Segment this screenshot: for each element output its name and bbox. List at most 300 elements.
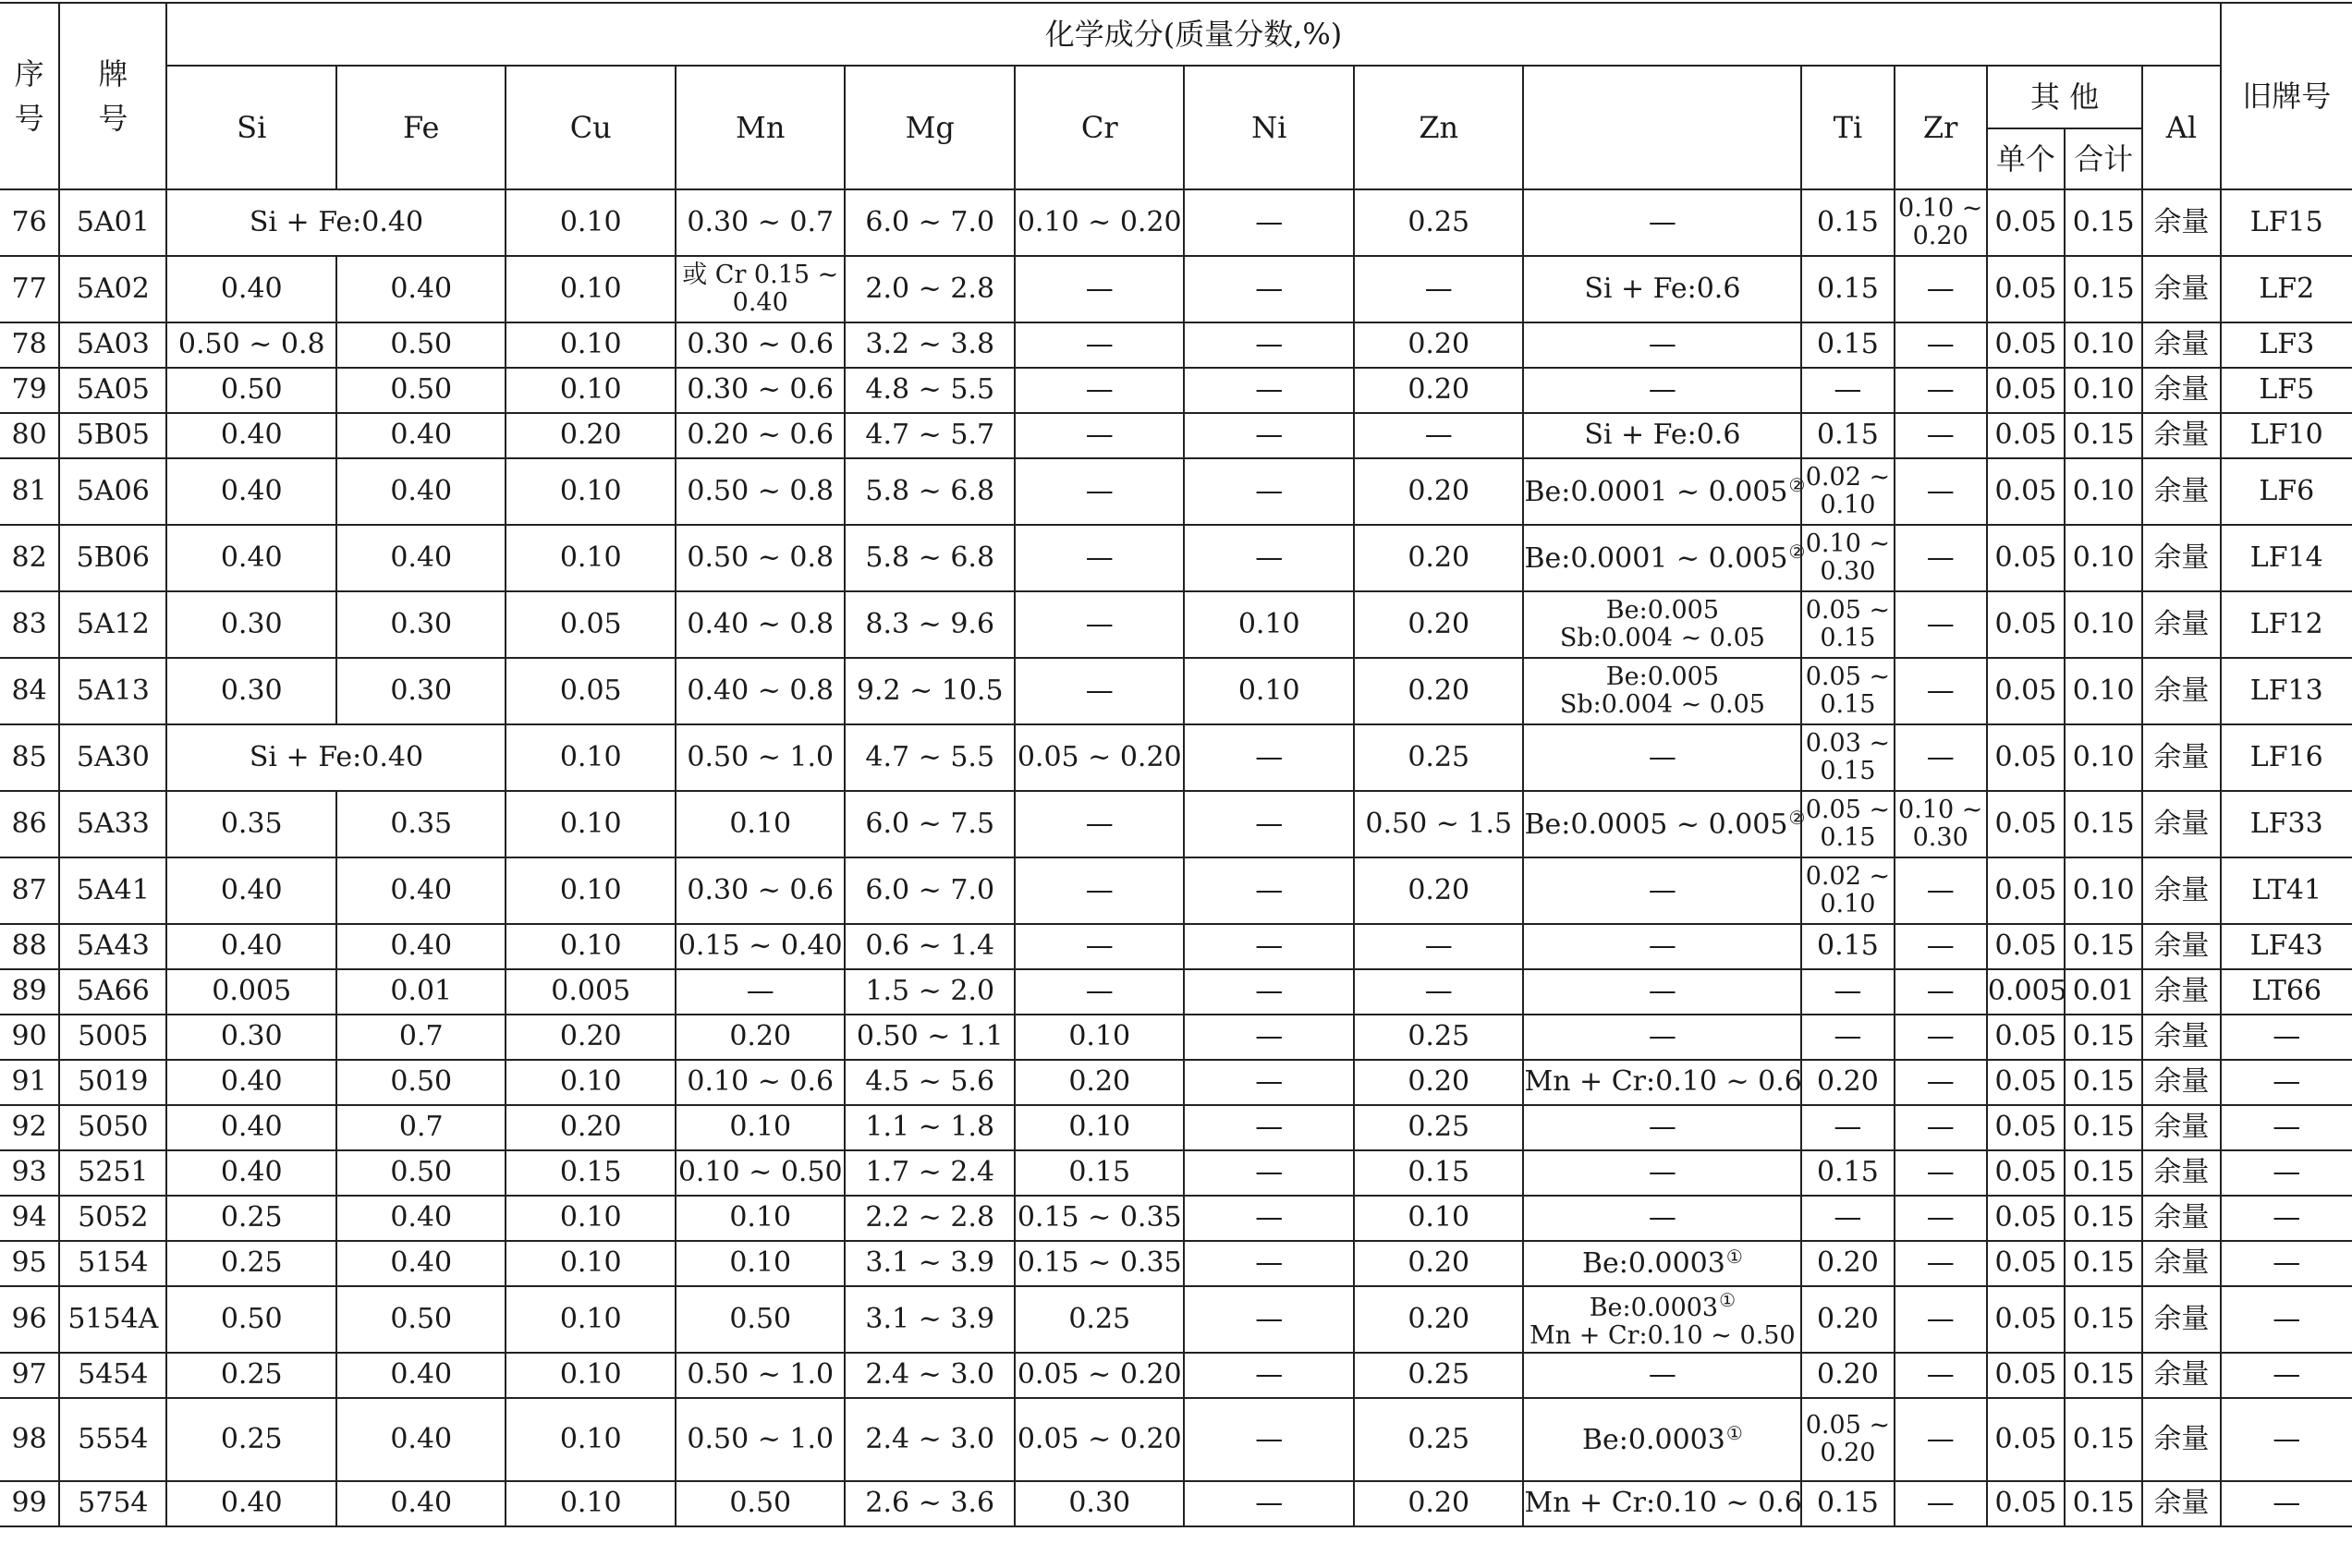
row-ti-value: 0.20: [1817, 1246, 1879, 1280]
row-fe: [336, 413, 506, 458]
row-zn: [1354, 1150, 1524, 1196]
row-ni: [1184, 591, 1354, 658]
row-seq: [0, 924, 59, 969]
row-ti-value: 0.02 ~ 0.10: [1805, 463, 1891, 519]
row-zr: [1895, 658, 1987, 724]
row-seq: [0, 1481, 59, 1526]
row-cr-value: 0.15: [1068, 1156, 1131, 1189]
row-old-grade-value: —: [2273, 1358, 2301, 1392]
row-extra-value: —: [1648, 328, 1676, 361]
row-mn-value: 0.30 ~ 0.7: [687, 205, 835, 238]
row-al-value: 余量: [2153, 1422, 2210, 1455]
row-other-total-value: 0.15: [2072, 1422, 2135, 1455]
row-zn-value: 0.25: [1408, 1422, 1470, 1455]
row-si-value: 0.40: [220, 1487, 283, 1520]
row-si: [166, 413, 336, 458]
row-grade: [59, 1353, 166, 1398]
row-other-single: [1987, 458, 2065, 525]
row-seq: [0, 1015, 59, 1060]
row-fe: [336, 857, 506, 924]
row-cu: [506, 189, 676, 256]
row-al: [2142, 256, 2220, 322]
row-fe: [336, 1286, 506, 1353]
row-other-total-value: 0.10: [2072, 541, 2135, 574]
row-zn-value: 0.20: [1408, 474, 1470, 507]
row-ni: [1184, 189, 1354, 256]
row-extra: [1523, 189, 1801, 256]
row-other-single: [1987, 525, 2065, 591]
table-row: [0, 857, 2352, 924]
row-extra-value: —: [1648, 1111, 1676, 1144]
row-ni-value: 0.10: [1237, 607, 1300, 640]
row-cu-value: 0.005: [551, 975, 631, 1008]
row-extra-value: Si + Fe:0.6: [1584, 419, 1741, 452]
row-grade-value: 5A43: [76, 930, 150, 963]
row-mn: [676, 256, 846, 322]
row-zn-value: 0.15: [1408, 1156, 1470, 1189]
row-grade: [59, 724, 166, 791]
row-cu-value: 0.10: [559, 328, 622, 361]
row-old-grade-value: —: [2273, 1156, 2301, 1189]
row-mn-value: 0.50 ~ 1.0: [687, 1358, 835, 1392]
row-cr-value: —: [1085, 873, 1114, 906]
row-zr: [1895, 1196, 1987, 1241]
row-mg-value: 5.8 ~ 6.8: [865, 474, 995, 507]
row-mg: [845, 1196, 1015, 1241]
row-fe-value: 0.40: [390, 1246, 453, 1280]
row-fe-value: 0.50: [390, 328, 453, 361]
row-old-grade: [2221, 857, 2352, 924]
row-ti-value: 0.05 ~ 0.15: [1805, 662, 1891, 719]
row-grade-value: 5B05: [76, 419, 150, 452]
row-other-single: [1987, 1481, 2065, 1526]
row-other-total-value: 0.15: [2072, 1065, 2135, 1099]
row-other-single-value: 0.05: [1994, 328, 2057, 361]
row-ti-value: 0.15: [1817, 272, 1879, 305]
row-cr-value: —: [1085, 328, 1114, 361]
row-other-total-value: 0.15: [2072, 205, 2135, 238]
row-zn: [1354, 322, 1524, 368]
row-cr: [1015, 591, 1185, 658]
row-mn: [676, 791, 846, 857]
row-mg: [845, 1105, 1015, 1150]
row-seq: [0, 1060, 59, 1105]
row-zn: [1354, 724, 1524, 791]
row-al-value: 余量: [2153, 1065, 2210, 1099]
row-cu-value: 0.10: [559, 272, 622, 305]
row-seq-value: 76: [11, 205, 47, 238]
row-cr-value: —: [1085, 373, 1114, 407]
row-zn-value: —: [1424, 930, 1453, 963]
row-other-single-value: 0.05: [1994, 807, 2057, 840]
row-mn: [676, 969, 846, 1015]
row-mn: [676, 1353, 846, 1398]
row-other-single-value: 0.05: [1994, 419, 2057, 452]
row-grade: [59, 1105, 166, 1150]
row-mn-value: 0.50 ~ 0.8: [687, 474, 835, 507]
row-grade: [59, 969, 166, 1015]
row-zr-value: —: [1926, 1111, 1955, 1144]
row-old-grade: [2221, 1015, 2352, 1060]
row-ti-value: 0.05 ~ 0.15: [1805, 796, 1891, 852]
row-cu-value: 0.10: [559, 930, 622, 963]
row-fe-value: 0.7: [398, 1111, 444, 1144]
row-other-single: [1987, 413, 2065, 458]
row-zn-value: 0.20: [1408, 373, 1470, 407]
row-other-single-value: 0.05: [1994, 1111, 2057, 1144]
row-fe-value: 0.50: [390, 1065, 453, 1099]
row-al-value: 余量: [2153, 541, 2210, 574]
row-si-value: 0.005: [212, 975, 292, 1008]
row-ni: [1184, 256, 1354, 322]
row-zn: [1354, 189, 1524, 256]
table-row: [0, 791, 2352, 857]
row-seq-value: 92: [11, 1111, 47, 1144]
seq-header: [0, 3, 59, 189]
row-fe-value: 0.40: [390, 419, 453, 452]
row-si-value: 0.40: [220, 1156, 283, 1189]
row-grade-value: 5A13: [76, 674, 150, 707]
row-fe: [336, 1105, 506, 1150]
row-al: [2142, 413, 2220, 458]
row-grade-value: 5454: [78, 1358, 149, 1392]
row-grade: [59, 924, 166, 969]
row-fe-value: 0.7: [398, 1020, 444, 1053]
row-mn-value: 0.15 ~ 0.40: [677, 930, 843, 963]
row-mn-value: 0.40 ~ 0.8: [687, 674, 835, 707]
row-seq-value: 89: [11, 975, 47, 1008]
row-old-grade-value: LF16: [2249, 740, 2323, 773]
row-fe: [336, 368, 506, 413]
row-ni-value: —: [1255, 1156, 1284, 1189]
element-header-cr: Cr: [1015, 66, 1185, 189]
row-other-single: [1987, 924, 2065, 969]
row-seq-value: 98: [11, 1422, 47, 1455]
row-mg-value: 4.8 ~ 5.5: [865, 373, 995, 407]
row-old-grade-value: LF33: [2249, 807, 2323, 840]
row-grade: [59, 1241, 166, 1286]
row-ni: [1184, 658, 1354, 724]
row-extra: [1523, 413, 1801, 458]
row-mn-value: 0.30 ~ 0.6: [687, 373, 835, 407]
row-fe: [336, 1353, 506, 1398]
row-mg-value: 2.6 ~ 3.6: [865, 1487, 995, 1520]
row-cr-value: —: [1085, 419, 1114, 452]
row-old-grade: [2221, 368, 2352, 413]
other-total-header: 合计: [2065, 128, 2142, 189]
grade-header-char-1: 牌: [98, 56, 128, 91]
row-zn: [1354, 857, 1524, 924]
row-cr: [1015, 1196, 1185, 1241]
row-old-grade: [2221, 658, 2352, 724]
row-mg-value: 1.1 ~ 1.8: [865, 1111, 995, 1144]
row-al: [2142, 1241, 2220, 1286]
row-other-single: [1987, 1241, 2065, 1286]
row-fe: [336, 322, 506, 368]
row-zr-value: —: [1926, 740, 1955, 773]
row-grade: [59, 1060, 166, 1105]
row-al: [2142, 1015, 2220, 1060]
row-mg: [845, 1060, 1015, 1105]
row-fe-value: 0.40: [390, 873, 453, 906]
row-extra: [1523, 591, 1801, 658]
row-ti: [1801, 1481, 1894, 1526]
row-ti-value: 0.15: [1817, 328, 1879, 361]
row-other-single-value: 0.05: [1994, 541, 2057, 574]
row-seq-value: 88: [11, 930, 47, 963]
row-extra-value: —: [1648, 1156, 1676, 1189]
row-ni-value: —: [1255, 1246, 1284, 1280]
row-al-value: 余量: [2153, 930, 2210, 963]
row-old-grade-value: —: [2273, 1487, 2301, 1520]
row-zr-value: —: [1926, 1358, 1955, 1392]
row-mn: [676, 189, 846, 256]
row-si: [166, 256, 336, 322]
row-seq-value: 81: [11, 474, 47, 507]
row-fe-value: 0.01: [390, 975, 453, 1008]
row-ti: [1801, 857, 1894, 924]
row-zr: [1895, 525, 1987, 591]
row-mn: [676, 368, 846, 413]
row-zn-value: 0.20: [1408, 873, 1470, 906]
row-si: [166, 1353, 336, 1398]
row-al: [2142, 1196, 2220, 1241]
row-extra: [1523, 525, 1806, 591]
row-zr-value: —: [1926, 930, 1955, 963]
row-zr-value: —: [1926, 1246, 1955, 1280]
table-row: [0, 413, 2352, 458]
row-old-grade-value: —: [2273, 1246, 2301, 1280]
row-seq-value: 95: [11, 1246, 47, 1280]
row-other-total: [2065, 458, 2142, 525]
row-ni: [1184, 368, 1354, 413]
row-zn-value: 0.25: [1408, 1020, 1470, 1053]
row-extra: [1523, 1398, 1801, 1481]
row-ni-value: —: [1255, 740, 1284, 773]
row-ni: [1184, 791, 1354, 857]
row-mg: [845, 591, 1015, 658]
row-other-total: [2065, 1060, 2142, 1105]
row-cu: [506, 724, 676, 791]
row-ti: [1801, 1015, 1894, 1060]
row-ni-value: —: [1255, 1487, 1284, 1520]
row-other-single: [1987, 857, 2065, 924]
row-cr: [1015, 791, 1185, 857]
row-mg: [845, 1286, 1015, 1353]
row-ti-value: 0.05 ~ 0.15: [1805, 596, 1891, 652]
row-zr-value: —: [1926, 1065, 1955, 1099]
row-cr-value: 0.25: [1068, 1302, 1131, 1335]
row-si: [166, 1060, 336, 1105]
row-al-value: 余量: [2153, 607, 2210, 640]
row-extra-value: Be:0.0003: [1581, 1247, 1725, 1281]
row-zn-value: 0.20: [1408, 1246, 1470, 1280]
row-al: [2142, 724, 2220, 791]
row-cu-value: 0.10: [559, 1302, 622, 1335]
row-zr: [1895, 857, 1987, 924]
row-mg-value: 2.4 ~ 3.0: [865, 1358, 995, 1392]
row-al: [2142, 591, 2220, 658]
row-mg-value: 6.0 ~ 7.0: [865, 873, 995, 906]
row-extra: [1523, 368, 1801, 413]
row-old-grade: [2221, 1398, 2352, 1481]
row-cr: [1015, 1398, 1185, 1481]
row-si: [166, 525, 336, 591]
row-other-single-value: 0.05: [1994, 740, 2057, 773]
row-other-single-value: 0.05: [1994, 1246, 2057, 1280]
row-mn-value: 0.10: [729, 807, 792, 840]
row-mg-value: 3.2 ~ 3.8: [865, 328, 995, 361]
row-ni: [1184, 322, 1354, 368]
row-si-value: 0.40: [220, 419, 283, 452]
row-cr-value: —: [1085, 272, 1114, 305]
row-al: [2142, 1398, 2220, 1481]
table-row: [0, 1353, 2352, 1398]
row-al: [2142, 791, 2220, 857]
row-other-single-value: 0.05: [1994, 1302, 2057, 1335]
row-cu: [506, 1060, 676, 1105]
row-extra: [1523, 1060, 1801, 1105]
row-grade: [59, 1015, 166, 1060]
row-ti: [1801, 1150, 1894, 1196]
row-other-single-value: 0.05: [1994, 607, 2057, 640]
row-mn-value: 0.10 ~ 0.50: [677, 1156, 843, 1189]
row-old-grade: [2221, 1286, 2352, 1353]
row-ni-value: —: [1255, 1111, 1284, 1144]
row-mg-value: 3.1 ~ 3.9: [865, 1246, 995, 1280]
row-zn: [1354, 1196, 1524, 1241]
row-ti: [1801, 256, 1894, 322]
table-row: [0, 1150, 2352, 1196]
row-other-single: [1987, 256, 2065, 322]
row-cu-value: 0.10: [559, 541, 622, 574]
row-extra: [1523, 857, 1801, 924]
composition-table: [0, 2, 2352, 1527]
row-fe: [336, 1481, 506, 1526]
row-si-value: 0.40: [220, 474, 283, 507]
row-seq-value: 90: [11, 1020, 47, 1053]
row-cu-value: 0.10: [559, 1422, 622, 1455]
row-old-grade: [2221, 724, 2352, 791]
row-al-value: 余量: [2153, 419, 2210, 452]
row-al-value: 余量: [2153, 328, 2210, 361]
row-fe-value: 0.30: [390, 607, 453, 640]
row-zn: [1354, 591, 1524, 658]
footnote-marker: ②: [1788, 806, 1806, 829]
row-zr: [1895, 189, 1987, 256]
row-old-grade: [2221, 1150, 2352, 1196]
row-grade-value: 5A33: [76, 807, 150, 840]
row-cr: [1015, 368, 1185, 413]
row-seq: [0, 724, 59, 791]
row-fe: [336, 924, 506, 969]
table-row: [0, 256, 2352, 322]
row-zn: [1354, 1105, 1524, 1150]
row-al: [2142, 857, 2220, 924]
row-zn-value: —: [1424, 272, 1453, 305]
row-mn: [676, 1060, 846, 1105]
row-cr-value: —: [1085, 807, 1114, 840]
row-zr: [1895, 1105, 1987, 1150]
row-mg: [845, 458, 1015, 525]
row-other-total-value: 0.15: [2072, 1156, 2135, 1189]
row-ti-value: —: [1834, 975, 1862, 1008]
row-cu: [506, 857, 676, 924]
row-cr-value: —: [1085, 674, 1114, 707]
row-grade: [59, 658, 166, 724]
row-fe: [336, 458, 506, 525]
row-cr-value: 0.15 ~ 0.35: [1017, 1246, 1182, 1280]
row-fe-value: 0.35: [390, 807, 453, 840]
row-other-single-value: 0.05: [1994, 1487, 2057, 1520]
chem-composition-title: 化学成分(质量分数,%): [166, 3, 2220, 66]
row-cu: [506, 1353, 676, 1398]
row-zr: [1895, 591, 1987, 658]
row-grade-value: 5A02: [76, 272, 150, 305]
row-ti: [1801, 1241, 1894, 1286]
row-zn: [1354, 1286, 1524, 1353]
row-extra-value: Mn + Cr:0.10 ~ 0.6: [1524, 1487, 1802, 1520]
row-old-grade-value: LF15: [2249, 205, 2323, 238]
row-other-total: [2065, 924, 2142, 969]
row-zr-value: —: [1926, 975, 1955, 1008]
row-ti-value: 0.20: [1817, 1065, 1879, 1099]
table-row: [0, 322, 2352, 368]
row-seq: [0, 1196, 59, 1241]
row-cr: [1015, 1286, 1185, 1353]
row-cu-value: 0.20: [559, 1020, 622, 1053]
row-other-total-value: 0.10: [2072, 873, 2135, 906]
row-cu-value: 0.20: [559, 1111, 622, 1144]
row-cr: [1015, 458, 1185, 525]
row-grade: [59, 857, 166, 924]
row-other-single-value: 0.05: [1994, 272, 2057, 305]
row-cr-value: —: [1085, 607, 1114, 640]
row-si: [166, 1105, 336, 1150]
row-fe: [336, 658, 506, 724]
row-al: [2142, 1286, 2220, 1353]
row-other-total-value: 0.10: [2072, 373, 2135, 407]
row-other-total-value: 0.10: [2072, 740, 2135, 773]
element-header-zr: Zr: [1895, 66, 1987, 189]
row-mn: [676, 413, 846, 458]
row-other-single: [1987, 1286, 2065, 1353]
row-ti-value: —: [1834, 1020, 1862, 1053]
row-mg-value: 1.7 ~ 2.4: [865, 1156, 995, 1189]
row-ni-value: —: [1255, 419, 1284, 452]
row-cr-value: 0.10 ~ 0.20: [1017, 205, 1182, 238]
row-other-single: [1987, 1353, 2065, 1398]
row-al: [2142, 969, 2220, 1015]
row-si-value: 0.25: [220, 1422, 283, 1455]
row-grade-value: 5005: [78, 1020, 149, 1053]
row-al: [2142, 658, 2220, 724]
row-other-single: [1987, 1060, 2065, 1105]
row-grade: [59, 189, 166, 256]
row-grade: [59, 1196, 166, 1241]
row-ni: [1184, 525, 1354, 591]
row-mg-value: 9.2 ~ 10.5: [856, 674, 1004, 707]
row-al-value: 余量: [2153, 975, 2210, 1008]
row-cr: [1015, 658, 1185, 724]
row-extra: [1523, 924, 1801, 969]
row-al: [2142, 1105, 2220, 1150]
table-row: [0, 368, 2352, 413]
row-grade: [59, 591, 166, 658]
row-other-total-value: 0.10: [2072, 474, 2135, 507]
row-si: [166, 1481, 336, 1526]
row-cr: [1015, 322, 1185, 368]
